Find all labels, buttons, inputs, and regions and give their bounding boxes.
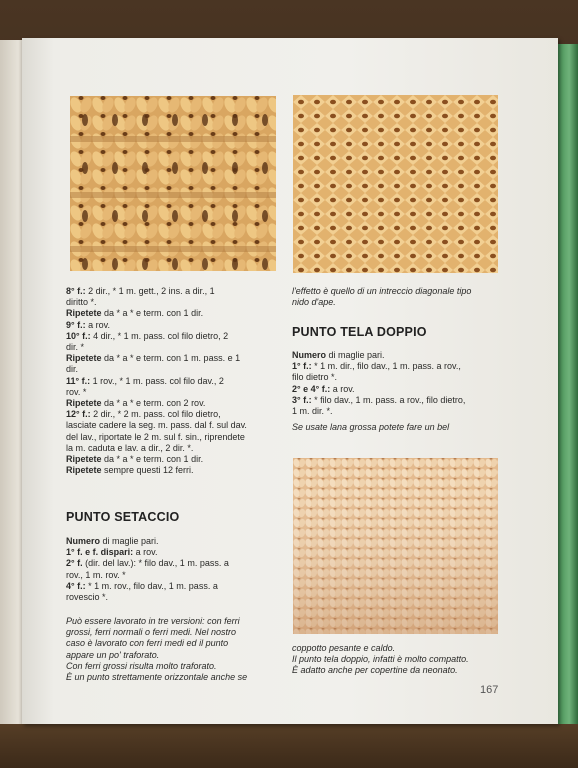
instruction-line: 10° f.: 4 dir., * 1 m. pass. col filo dietro, 2	[66, 330, 229, 341]
instruction-line: 2° e 4° f.: a rov.	[292, 383, 355, 394]
instruction-line: dir.	[66, 364, 79, 375]
note-line: coppotto pesante e caldo.	[292, 643, 396, 653]
left-instructions	[66, 286, 278, 476]
tela-doppio-note: Se usate lana grossa potete fare un bel	[292, 422, 450, 432]
instruction-line: Numero di maglie pari.	[292, 350, 385, 360]
instruction-line: Ripetete sempre questi 12 ferri.	[66, 465, 194, 476]
note-line: Con ferri grossi risulta molto traforato.	[66, 660, 217, 671]
instruction-line: 12° f.: 2 dir., * 2 m. pass. col filo dietro,	[66, 409, 221, 420]
book-page	[22, 38, 558, 724]
note-line: nido d'ape.	[292, 297, 336, 308]
note-line: l'effetto è quello di un intreccio diagonale tipo	[292, 286, 472, 296]
instruction-line: 2° f. (dir. del lav.): * filo dav., 1 m. pass. a	[66, 558, 229, 569]
instruction-line: filo dietro *.	[292, 372, 338, 383]
instruction-line: Ripetete da * a * e term. con 1 dir.	[66, 454, 204, 465]
heading-punto-tela-doppio: PUNTO TELA DOPPIO	[292, 325, 427, 339]
knit-swatch-photo-2	[293, 95, 498, 273]
instruction-line: rov., 1 m. rov. *	[66, 569, 126, 580]
note-line: appare un po' traforato.	[66, 649, 160, 660]
instruction-line: rov. *	[66, 386, 87, 397]
instruction-line: 11° f.: 1 rov., * 1 m. pass. col filo dav., 2	[66, 375, 224, 386]
page-number: 167	[480, 684, 499, 696]
instruction-line: la m. caduta e lav. a dir., 2 dir. *.	[66, 442, 194, 453]
knit-swatch-photo-1	[70, 96, 276, 271]
instruction-line: 9° f.: a rov.	[66, 319, 110, 330]
book-cover-edge	[556, 44, 578, 724]
instruction-line: Numero di maglie pari.	[66, 536, 159, 546]
right-intro-text	[292, 286, 502, 308]
instruction-line: 3° f.: * filo dav., 1 m. pass. a rov., filo dietro,	[292, 394, 466, 405]
note-line: caso è lavorato con ferri medi ed il punto	[66, 638, 229, 649]
instruction-line: 4° f.: * 1 m. rov., filo dav., 1 m. pass. a	[66, 580, 218, 591]
note-line: Può essere lavorato in tre versioni: con ferri	[66, 616, 240, 626]
instruction-line: 1° f. e f. dispari: a rov.	[66, 547, 158, 558]
note-line: grossi, ferri normali o ferri medi. Nel nostro	[66, 627, 237, 638]
right-bottom-text	[292, 643, 504, 677]
instruction-line: Ripetete da * a * e term. con 2 rov.	[66, 398, 206, 409]
setaccio-note	[66, 616, 282, 683]
instruction-line: 1 m. dir. *.	[292, 406, 333, 417]
instruction-line: dir. *	[66, 342, 85, 353]
note-line: Il punto tela doppio, infatti è molto compatto.	[292, 654, 469, 665]
instruction-line: Ripetete da * a * e term. con 1 dir.	[66, 308, 204, 319]
knit-swatch-photo-3	[293, 458, 498, 634]
setaccio-instructions	[66, 536, 278, 603]
note-line: È adatto anche per copertine da neonato.	[292, 665, 458, 676]
instruction-line: diritto *.	[66, 297, 97, 308]
instruction-line: 1° f.: * 1 m. dir., filo dav., 1 m. pass. a rov.,	[292, 361, 461, 372]
note-line: È un punto strettamente orizzontale anche se	[66, 672, 248, 683]
instruction-line: del lav., riportate le 2 m. sul f. sin., riprendete	[66, 431, 245, 442]
instruction-line: lasciate cadere la seg. m. pass. dal f. sul dav.	[66, 420, 247, 431]
tela-doppio-instructions	[292, 350, 504, 417]
heading-punto-setaccio: PUNTO SETACCIO	[66, 510, 180, 524]
instruction-line: Ripetete da * a * e term. con 1 m. pass. e 1	[66, 353, 241, 364]
instruction-line: 8° f.: 2 dir., * 1 m. gett., 2 ins. a dir., 1	[66, 286, 215, 296]
instruction-line: rovescio *.	[66, 592, 109, 603]
